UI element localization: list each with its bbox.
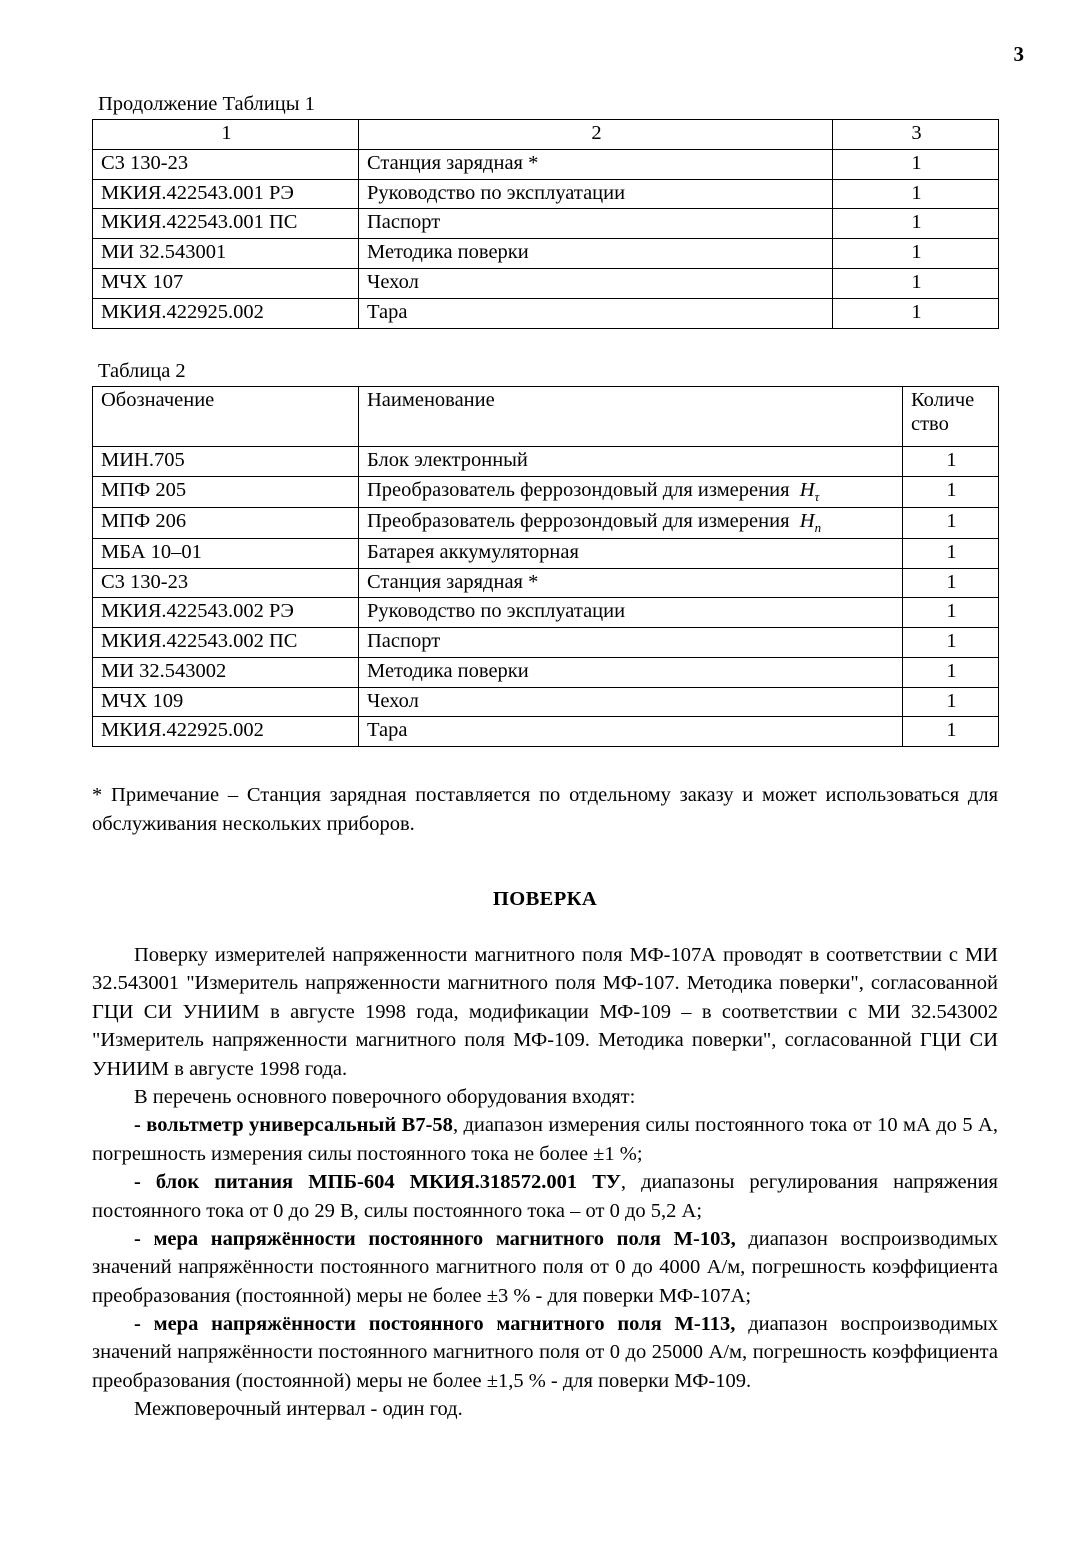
header-qty-line2: ство: [911, 412, 949, 435]
footnote-spacer: [92, 747, 998, 781]
name-cell: Станция зарядная *: [359, 568, 903, 598]
table1-header-col3: 3: [833, 120, 999, 150]
name-text: Преобразователь феррозондовый для измерения: [367, 478, 790, 501]
designation-cell: С3 130-23: [93, 149, 359, 179]
name-cell: Станция зарядная *: [359, 149, 833, 179]
name-text: Преобразователь феррозондовый для измерения: [367, 509, 790, 532]
header-name-text: Наименование: [367, 388, 495, 411]
field-symbol: [799, 478, 820, 504]
equipment-item-voltmeter-label: - вольтметр универсальный В7-58: [134, 1114, 453, 1137]
designation-cell: МКИЯ.422925.002: [93, 717, 359, 747]
designation-cell: МКИЯ.422543.002 РЭ: [93, 598, 359, 628]
qty-cell: 1: [903, 476, 999, 507]
qty-cell: 1: [833, 269, 999, 299]
designation-cell: МКИЯ.422543.002 ПС: [93, 628, 359, 658]
table-header-row: [93, 386, 999, 446]
name-cell: Паспорт: [359, 209, 833, 239]
header-qty-line1: Количе: [911, 388, 975, 411]
heading-spacer-top: [92, 838, 998, 888]
name-cell: [359, 476, 903, 507]
table-row: [93, 628, 999, 658]
table-row: [93, 717, 999, 747]
table-row: [93, 687, 999, 717]
table-header-row: [93, 120, 999, 150]
name-cell: Чехол: [359, 269, 833, 299]
name-cell: Руководство по эксплуатации: [359, 179, 833, 209]
equipment-item-measure-m103-desc: диапазон воспроизводимых значений напряжённости постоянного магнитного поля от 0 до 4000 А/м, погрешность коэффициента преобразования (постоянной) меры не более ±3 % - для поверки МФ-107А;: [92, 1227, 998, 1307]
symbol-base: H: [799, 478, 815, 501]
name-cell: Тара: [359, 298, 833, 328]
equipment-item-voltmeter: [92, 1111, 998, 1168]
equipment-item-measure-m113: [92, 1310, 998, 1395]
table1-continuation: [92, 119, 999, 328]
designation-cell: МИ 32.543002: [93, 657, 359, 687]
qty-cell: 1: [903, 687, 999, 717]
table-row: [93, 239, 999, 269]
equipment-item-measure-m103: [92, 1225, 998, 1310]
table2-header-designation: [93, 386, 359, 446]
paragraph-equipment-list-intro: В перечень основного поверочного оборудования входят:: [134, 1085, 636, 1108]
qty-cell: 1: [903, 507, 999, 538]
table1-caption: Продолжение Таблицы 1: [98, 93, 315, 115]
designation-cell: МКИЯ.422543.001 РЭ: [93, 179, 359, 209]
name-cell: [359, 507, 903, 538]
table-row: [93, 179, 999, 209]
qty-cell: 1: [903, 628, 999, 658]
page-content: [92, 92, 998, 1424]
table-row: [93, 476, 999, 507]
qty-cell: 1: [833, 179, 999, 209]
qty-cell: 1: [833, 239, 999, 269]
table2: [92, 386, 999, 747]
designation-cell: МЧХ 109: [93, 687, 359, 717]
equipment-item-measure-m113-desc: диапазон воспроизводимых значений напряжённости постоянного магнитного поля от 0 до 25000 А/м, погрешность коэффициента преобразования (постоянной) меры не более ±1,5 % - для поверки МФ-109.: [92, 1313, 998, 1392]
qty-cell: 1: [903, 598, 999, 628]
qty-cell: 1: [903, 446, 999, 476]
paragraph-calibration-interval: Межповерочный интервал - один год.: [134, 1398, 463, 1421]
designation-cell: МКИЯ.422543.001 ПС: [93, 209, 359, 239]
designation-cell: МПФ 205: [93, 476, 359, 507]
table-row: [93, 507, 999, 538]
designation-cell: МПФ 206: [93, 507, 359, 538]
table-row: [93, 598, 999, 628]
equipment-item-measure-m113-label: - мера напряжённости постоянного магнитного поля М-113,: [134, 1313, 736, 1336]
name-cell: Батарея аккумуляторная: [359, 538, 903, 568]
equipment-item-power-supply-label: - блок питания МПБ-604 МКИЯ.318572.001 ТУ: [134, 1171, 621, 1194]
name-cell: Чехол: [359, 687, 903, 717]
qty-cell: 1: [903, 717, 999, 747]
table-row: [93, 538, 999, 568]
header-designation-text: Обозначение: [101, 388, 215, 411]
designation-cell: МКИЯ.422925.002: [93, 298, 359, 328]
table2-caption: Таблица 2: [98, 359, 186, 382]
table1-header-col2: 2: [359, 120, 833, 150]
qty-cell: 1: [833, 149, 999, 179]
name-cell: Блок электронный: [359, 446, 903, 476]
table-row: [93, 209, 999, 239]
table1-header-col1: 1: [93, 120, 359, 150]
qty-cell: 1: [833, 298, 999, 328]
equipment-item-power-supply: [92, 1168, 998, 1225]
qty-cell: 1: [903, 657, 999, 687]
name-cell: Методика поверки: [359, 239, 833, 269]
qty-cell: 1: [903, 568, 999, 598]
designation-cell: МИН.705: [93, 446, 359, 476]
paragraph-verification-intro: Поверку измерителей напряженности магнитного поля МФ-107А проводят в соответствии с МИ 32.543001 "Измеритель напряженности магнитного поля МФ-107. Методика поверки", согласованной ГЦИ СИ УНИИМ в августе 1998 года, модификации МФ-109 – в соответствии с МИ 32.543002 "Измеритель напряженности магнитного поля МФ-109. Методика поверки", согласованной ГЦИ СИ УНИИМ в августе 1998 года.: [92, 943, 998, 1080]
field-symbol: [799, 509, 822, 535]
footnote: * Примечание – Станция зарядная поставляется по отдельному заказу и может использоваться для обслуживания нескольких приборов.: [92, 784, 998, 835]
designation-cell: МБА 10–01: [93, 538, 359, 568]
table-row: [93, 269, 999, 299]
table-gap: [92, 329, 998, 359]
table-row: [93, 446, 999, 476]
section-heading: ПОВЕРКА: [492, 887, 598, 910]
symbol-base: H: [799, 509, 815, 532]
qty-cell: 1: [833, 209, 999, 239]
qty-cell: 1: [903, 538, 999, 568]
name-cell: Тара: [359, 717, 903, 747]
table2-header-qty: [903, 386, 999, 446]
name-cell: Методика поверки: [359, 657, 903, 687]
name-cell: Паспорт: [359, 628, 903, 658]
equipment-item-voltmeter-desc: , диапазон измерения силы постоянного тока от 10 мА до 5 А, погрешность измерения силы постоянного тока не более ±1 %;: [92, 1114, 998, 1165]
symbol-subscript: n: [814, 519, 822, 535]
equipment-item-power-supply-desc: , диапазоны регулирования напряжения постоянного тока от 0 до 29 В, силы постоянного тока – от 0 до 5,2 А;: [92, 1171, 998, 1222]
page-number: 3: [1013, 42, 1024, 66]
table2-header-name: [359, 386, 903, 446]
designation-cell: МЧХ 107: [93, 269, 359, 299]
table-row: [93, 568, 999, 598]
equipment-item-measure-m103-label: - мера напряжённости постоянного магнитного поля М-103,: [134, 1227, 736, 1250]
table-row: [93, 298, 999, 328]
table-row: [93, 657, 999, 687]
name-cell: Руководство по эксплуатации: [359, 598, 903, 628]
designation-cell: МИ 32.543001: [93, 239, 359, 269]
designation-cell: С3 130-23: [93, 568, 359, 598]
symbol-subscript: τ: [814, 488, 820, 504]
table-row: [93, 149, 999, 179]
heading-spacer-bottom: [92, 911, 998, 941]
